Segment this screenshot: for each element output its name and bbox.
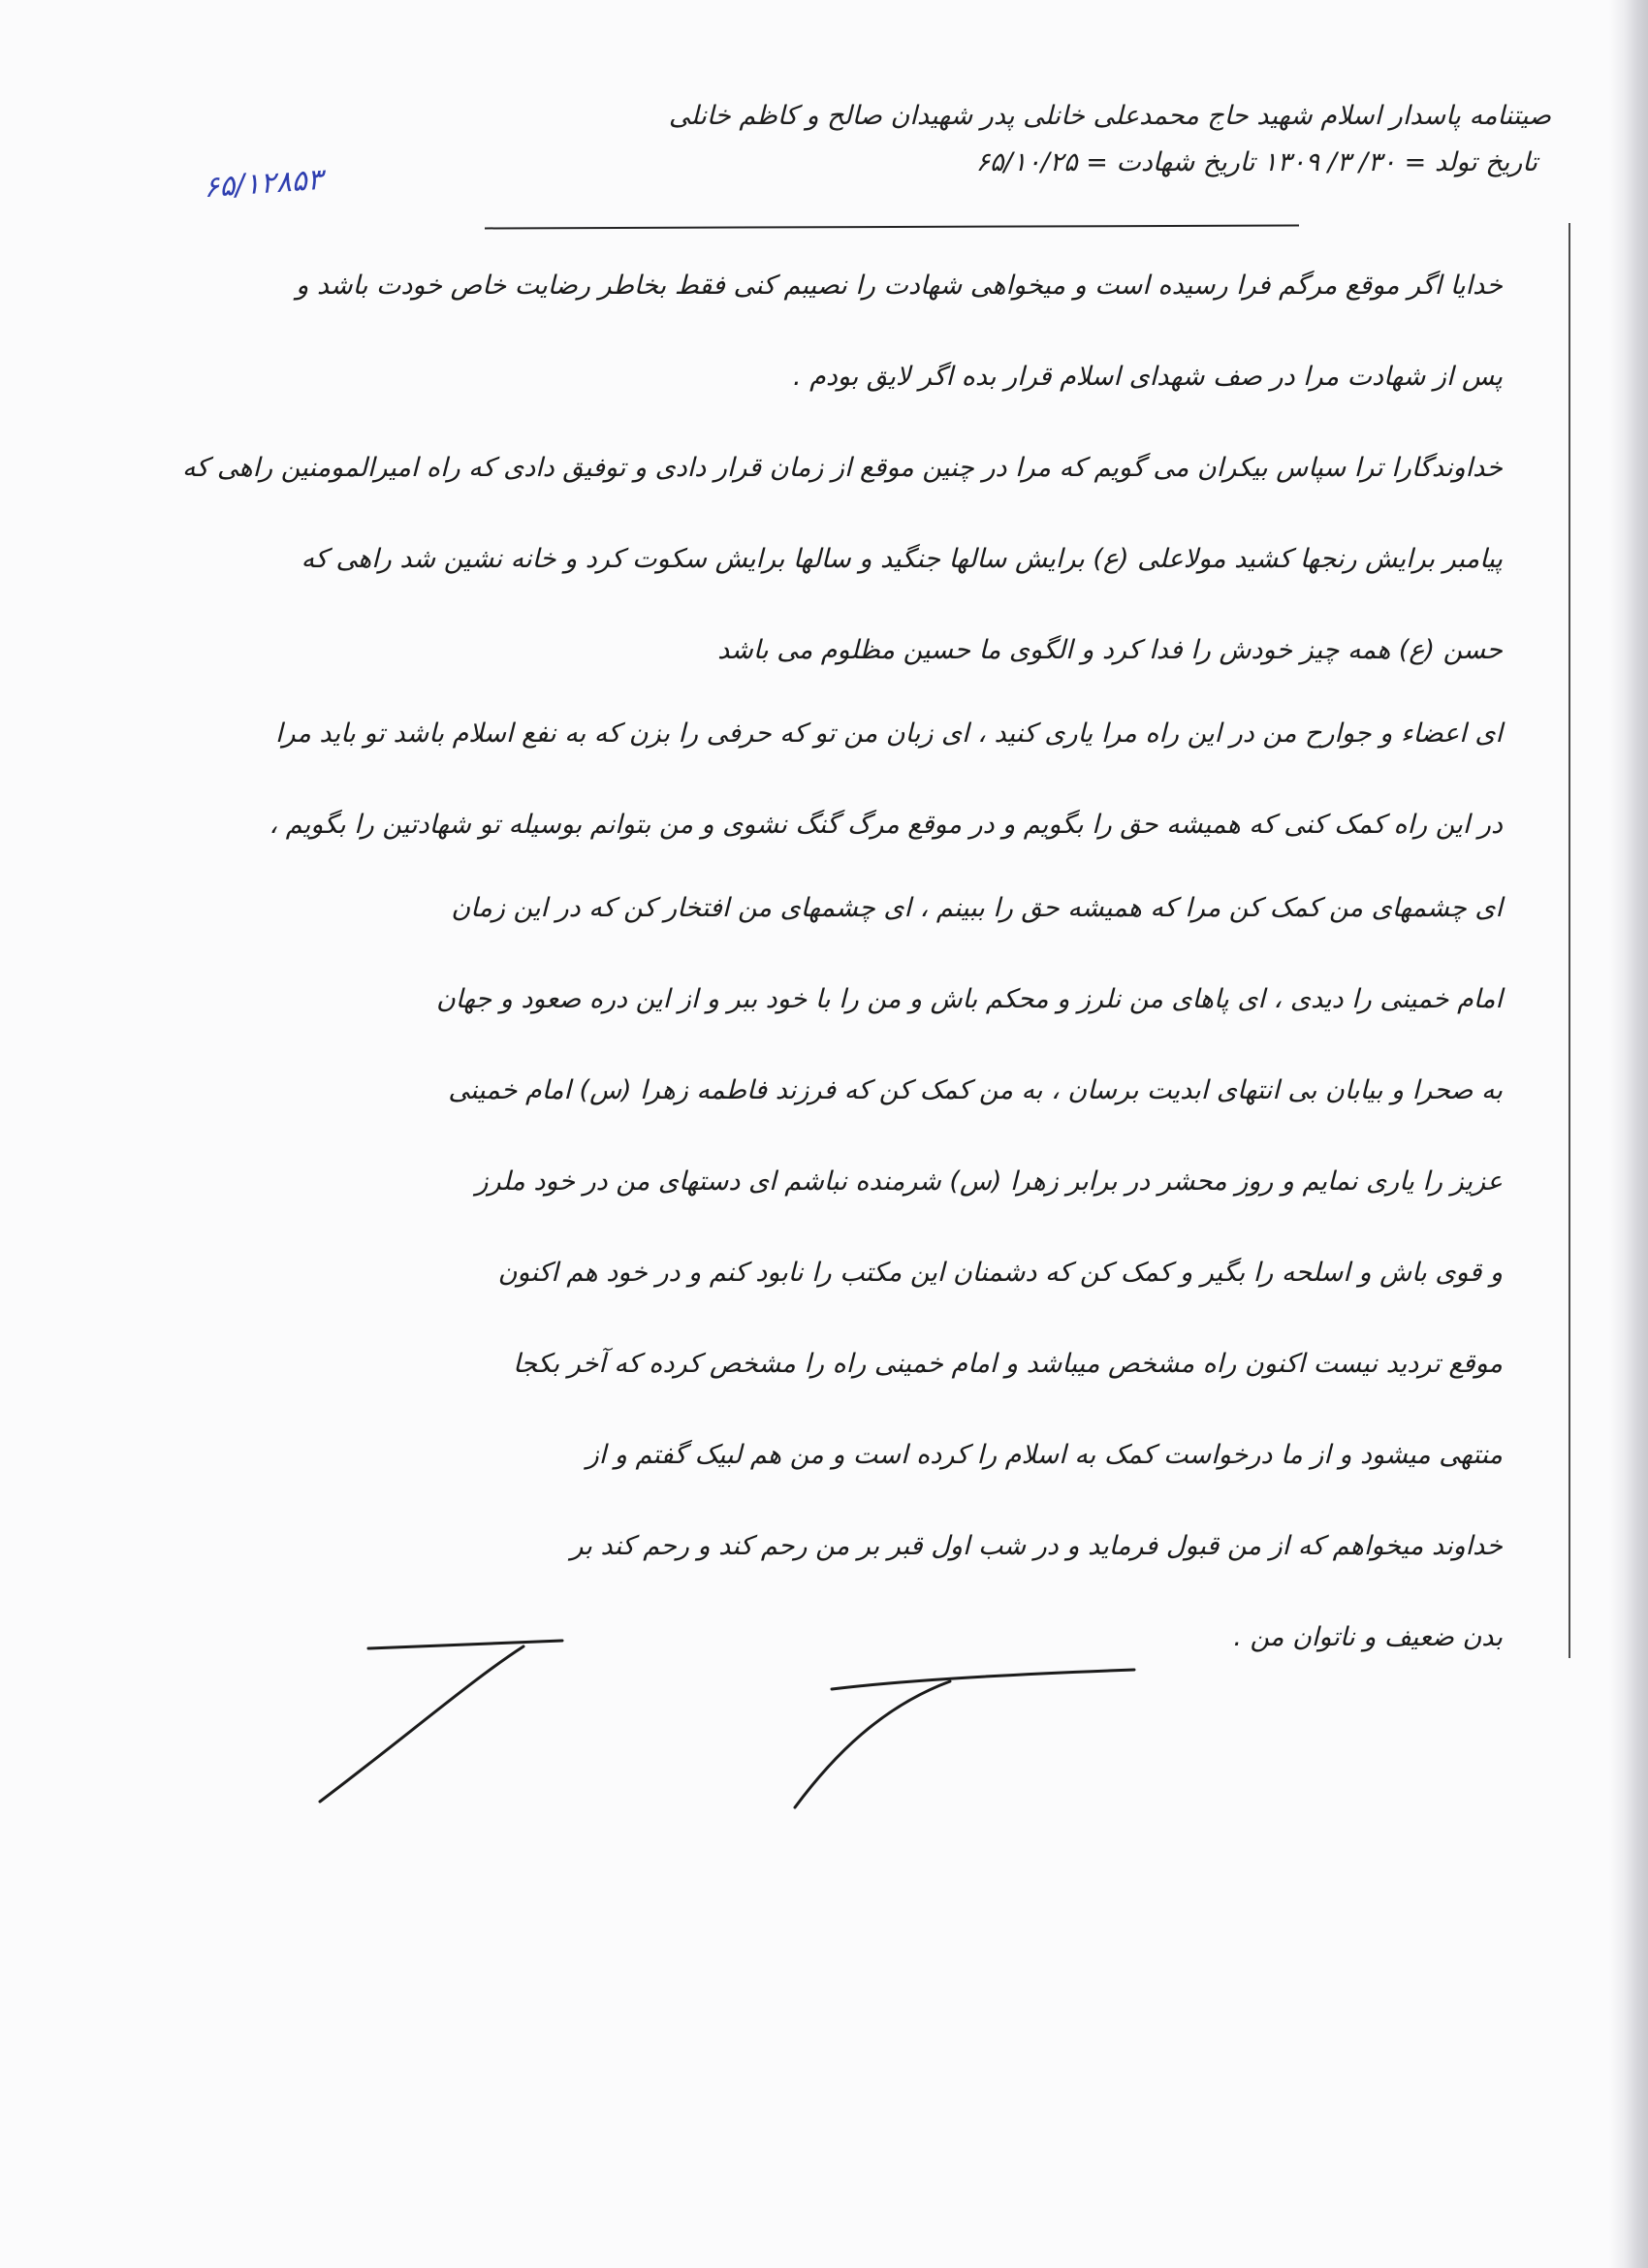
text-line-16: بدن ضعیف و ناتوان من . xyxy=(1233,1622,1503,1652)
text-line-11: عزیز را یاری نمایم و روز محشر در برابر زهرا (س) شرمنده نباشم ای دستهای من در خود ملرز xyxy=(475,1166,1503,1197)
header-title: صیتنامه پاسدار اسلام شهید حاج محمدعلی خانلی پدر شهیدان صالح و کاظم خانلی xyxy=(668,101,1551,131)
text-line-10: به صحرا و بیابان بی انتهای ابدیت برسان ، به من کمک کن که فرزند فاطمه زهرا (س) امام خمینی xyxy=(448,1075,1503,1105)
archive-number: ۶۵/۱۲۸۵۳ xyxy=(202,162,324,206)
text-line-2: پس از شهادت مرا در صف شهدای اسلام قرار بده اگر لایق بودم . xyxy=(792,362,1503,392)
page-edge-shadow xyxy=(1609,0,1648,2268)
text-line-8: ای چشمهای من کمک کن مرا که همیشه حق را ببینم ، ای چشمهای من افتخار کن که در این زمان xyxy=(451,893,1503,923)
text-line-15: خداوند میخواهم که از من قبول فرماید و در شب اول قبر بر من رحم کند و رحم کند بر xyxy=(570,1531,1503,1561)
text-line-13: موقع تردید نیست اکنون راه مشخص میباشد و امام خمینی راه را مشخص کرده که آخر بکجا xyxy=(513,1349,1503,1379)
text-line-12: و قوی باش و اسلحه را بگیر و کمک کن که دشمنان این مکتب را نابود کنم و در خود هم اکنون xyxy=(497,1258,1503,1288)
margin-line xyxy=(1569,223,1570,1658)
header-dates: تاریخ تولد = ۳۰/ ۳/ ۱۳۰۹ تاریخ شهادت = ۶۵/۱۰/۲۵ xyxy=(975,147,1537,177)
document-header xyxy=(291,93,1551,186)
text-line-14: منتهی میشود و از ما درخواست کمک به اسلام را کرده است و من هم لبیک گفتم و از xyxy=(586,1440,1503,1470)
header-underline xyxy=(485,225,1299,230)
text-line-5: حسن (ع) همه چیز خودش را فدا کرد و الگوی ما حسین مظلوم می باشد xyxy=(717,635,1503,665)
text-line-1: خدایا اگر موقع مرگم فرا رسیده است و میخواهی شهادت را نصیبم کنی فقط بخاطر رضایت خاص خودت باشد و xyxy=(296,271,1503,301)
text-line-3: خداوندگارا ترا سپاس بیکران می گویم که مرا در چنین موقع از زمان قرار دادی و توفیق دادی که راه امیرالمومنین راهی که xyxy=(181,453,1503,483)
handwritten-signature xyxy=(310,1639,1183,1813)
text-line-6: ای اعضاء و جوارح من در این راه مرا یاری کنید ، ای زبان من تو که حرفی را بزن که به نفع اسلام باشد تو باید مرا xyxy=(274,719,1503,749)
text-line-4: پیامبر برایش رنجها کشید مولاعلی (ع) برایش سالها جنگید و سالها برایش سکوت کرد و خانه نشین شد راهی که xyxy=(301,544,1503,574)
text-line-7: در این راه کمک کنی که همیشه حق را بگویم و در موقع مرگ گنگ نشوی و من بتوانم بوسیله تو شهادتین را بگویم ، xyxy=(269,810,1503,840)
testament-body xyxy=(145,270,1503,1712)
text-line-9: امام خمینی را دیدی ، ای پاهای من نلرز و محکم باش و من را با خود ببر و از این دره صعود و جهان xyxy=(435,984,1503,1014)
